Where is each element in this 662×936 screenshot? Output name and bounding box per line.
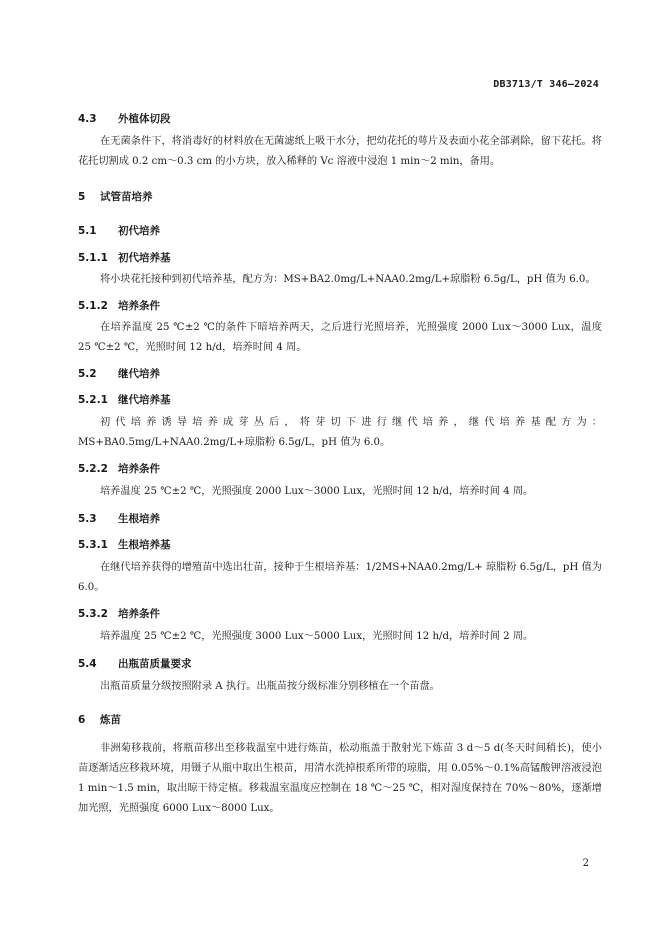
heading-5-1-2 xyxy=(78,299,602,313)
section-title: 出瓶苗质量要求 xyxy=(118,658,192,670)
section-number: 5.3.1 xyxy=(78,539,108,551)
section-number: 5.1.2 xyxy=(78,300,108,312)
document-body xyxy=(78,112,602,819)
section-number: 5.2.2 xyxy=(78,463,108,475)
section-title: 生根培养 xyxy=(118,513,160,525)
section-number: 5.4 xyxy=(78,658,97,670)
paragraph-5-3-2: 培养温度 25 ℃±2 ℃，光照强度 3000 Lux～5000 Lux，光照时间 12 h/d，培养时间 2 周。 xyxy=(100,631,534,642)
section-title: 炼苗 xyxy=(100,714,121,726)
heading-5-2 xyxy=(78,367,602,381)
page-number: 2 xyxy=(582,858,589,869)
heading-4-3 xyxy=(78,112,602,126)
heading-5-4 xyxy=(78,657,602,671)
section-title: 培养条件 xyxy=(118,608,160,620)
section-number: 5.1.1 xyxy=(78,252,108,264)
paragraph-5-4: 出瓶苗质量分级按照附录 A 执行。出瓶苗按分级标准分别移植在一个苗盘。 xyxy=(100,681,440,692)
heading-5 xyxy=(78,190,602,204)
paragraph-6: 非洲菊移栽前，将瓶苗移出至移栽温室中进行炼苗，松动瓶盖于散射光下炼苗 3 d～5 d(冬天时间稍长)，使小苗逐渐适应移栽环境，用镊子从瓶中取出生根苗，用清水洗掉根系所带的琼脂，用 0.05%～0.1%高锰酸钾溶液浸泡 1 min～1.5 min，取出晾干待定植。移栽温室温度应控制在 18 ℃～25 ℃，相对湿度保持在 70%～80%，逐渐增加光照，光照强度 6000 Lux～8000 Lux。 xyxy=(78,743,602,814)
heading-5-1-1 xyxy=(78,251,602,265)
paragraph-5-2-1: 初代培养诱导培养成芽丛后，将芽切下进行继代培养，继代培养基配方为：MS+BA0.5mg/L+NAA0.2mg/L+琼脂粉 6.5g/L，pH 值为 6.0。 xyxy=(78,417,602,448)
heading-5-3-2 xyxy=(78,607,602,621)
section-title: 继代培养基 xyxy=(118,394,171,406)
section-number: 4.3 xyxy=(78,113,97,125)
heading-5-2-2 xyxy=(78,462,602,476)
heading-5-3-1 xyxy=(78,538,602,552)
section-number: 5.3.2 xyxy=(78,608,108,620)
paragraph-5-1-1: 将小块花托接种到初代培养基，配方为：MS+BA2.0mg/L+NAA0.2mg/L+琼脂粉 6.5g/L，pH 值为 6.0。 xyxy=(100,274,596,285)
paragraph-5-2-2: 培养温度 25 ℃±2 ℃，光照强度 2000 Lux～3000 Lux，光照时间 12 h/d，培养时间 4 周。 xyxy=(100,486,534,497)
section-title: 试管苗培养 xyxy=(100,191,153,203)
section-number: 5 xyxy=(78,191,86,203)
section-title: 培养条件 xyxy=(118,300,160,312)
paragraph-5-1-2: 在培养温度 25 ℃±2 ℃的条件下暗培养两天，之后进行光照培养，光照强度 2000 Lux～3000 Lux，温度 25 ℃±2 ℃，光照时间 12 h/d，培养时间 4 周。 xyxy=(78,322,602,353)
section-title: 生根培养基 xyxy=(118,539,171,551)
heading-5-3 xyxy=(78,512,602,526)
paragraph-5-3-1: 在继代培养获得的增殖苗中选出壮苗，接种于生根培养基：1/2MS+NAA0.2mg/L+ 琼脂粉 6.5g/L，pH 值为 6.0。 xyxy=(78,562,602,593)
document-id: DB3713/T 346—2024 xyxy=(493,79,599,90)
heading-5-2-1 xyxy=(78,393,602,407)
section-number: 5.2.1 xyxy=(78,394,108,406)
section-number: 5.2 xyxy=(78,368,97,380)
section-title: 外植体切段 xyxy=(118,113,171,125)
section-title: 继代培养 xyxy=(118,368,160,380)
heading-6 xyxy=(78,713,602,727)
section-title: 培养条件 xyxy=(118,463,160,475)
paragraph-4-3: 在无菌条件下，将消毒好的材料放在无菌滤纸上吸干水分，把幼花托的萼片及表面小花全部剥除，留下花托。将花托切割成 0.2 cm～0.3 cm 的小方块，放入稀释的 Vc 溶液中浸泡 1 min～2 min，备用。 xyxy=(78,136,602,167)
heading-5-1 xyxy=(78,224,602,238)
section-number: 5.1 xyxy=(78,225,97,237)
section-title: 初代培养 xyxy=(118,225,160,237)
section-number: 5.3 xyxy=(78,513,97,525)
section-title: 初代培养基 xyxy=(118,252,171,264)
section-number: 6 xyxy=(78,714,86,726)
